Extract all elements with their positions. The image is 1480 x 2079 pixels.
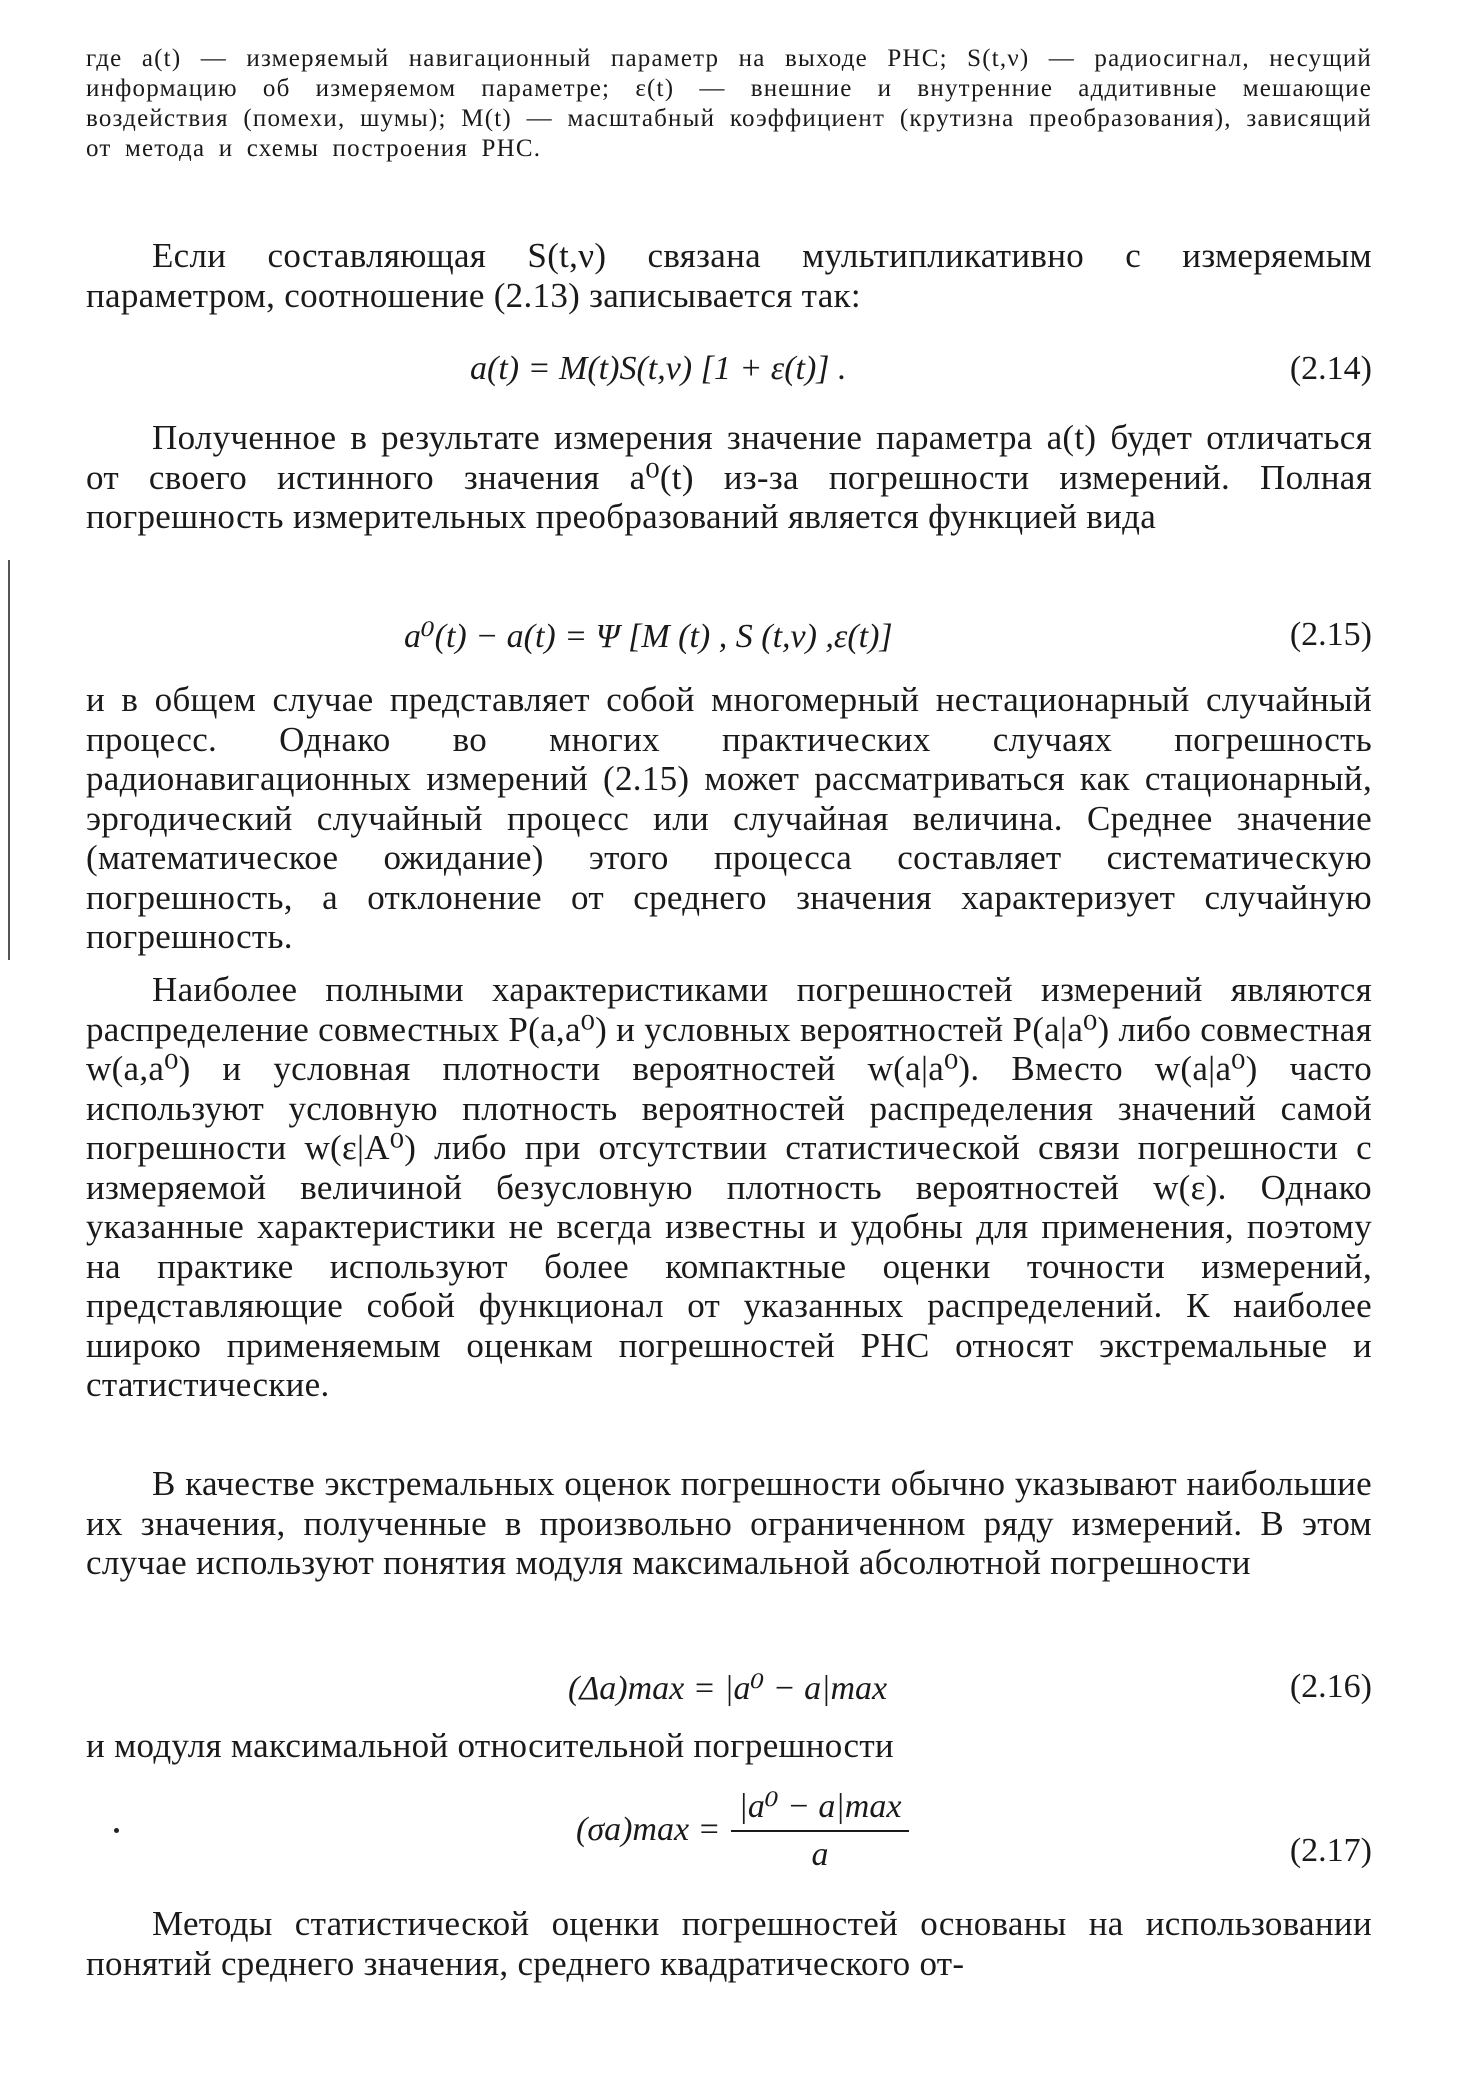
equation-2-15 [86, 608, 1372, 668]
paragraph-relative-error: и модуля максимальной относительной погрешности [86, 1726, 894, 1765]
paragraph-extremal-estimates: В качестве экстремальных оценок погрешности обычно указывают наибольшие их значения, полученные в произвольно ограниченном ряду измерений. В этом случае используют понятия модуля максимальной абсолютной погрешности [86, 1464, 1372, 1582]
equation-2-17-numerator: |a⁰ − a|max [731, 1786, 910, 1832]
paragraph-multiplicative: Если составляющая S(t,ν) связана мультипликативно с измеряемым параметром, соотношение (2.13) записывается так: [86, 236, 1372, 315]
equation-2-14-number: (2.14) [1289, 350, 1372, 387]
equation-2-15-expression: a⁰(t) − a(t) = Ψ [M (t) , S (t,ν) ,ε(t)] [404, 618, 893, 655]
equation-2-16-expression: (Δa)max = |a⁰ − a|max [568, 1670, 888, 1707]
paragraph-error-characteristics: Наиболее полными характеристиками погрешностей измерений являются распределение совместных P(a,a⁰) и условных вероятностей P(a|a⁰) либо совместная w(a,a⁰) и условная плотности вероятностей w(a|a⁰). Вместо w(a|a⁰) часто используют условную плотность вероятностей распределения значений самой погрешности w(ε|A⁰) либо при отсутствии статистической связи погрешности с измеряемой величиной безусловную плотность вероятностей w(ε). Однако указанные характеристики не всегда известны и удобны для применения, поэтому на практике используют более компактные оценки точности измерений, представляющие собой функционал от указанных распределений. К наиболее широко применяемым оценкам погрешностей РНС относят экстремальные и статистические. [86, 970, 1372, 1404]
paragraph-statistical-methods: Методы статистической оценки погрешностей основаны на использовании понятий среднего значения, среднего квадратического от- [86, 1904, 1372, 1983]
equation-2-17-expression [576, 1786, 909, 1874]
equation-2-17-number: (2.17) [1289, 1832, 1372, 1869]
equation-2-17-lhs: (σa)max = [576, 1811, 721, 1848]
variable-definitions: где a(t) — измеряемый навигационный параметр на выходе РНС; S(t,ν) — радиосигнал, несущий информацию об измеряемом параметре; ε(t) — внешние и внутренние аддитивные мешающие воздействия (помехи, шумы); M(t) — масштабный коэффициент (крутизна преобразования), зависящий от метода и схемы построения РНС. [86, 45, 1372, 162]
equation-2-16-number: (2.16) [1289, 1668, 1372, 1705]
equation-2-14-expression: a(t) = M(t)S(t,ν) [1 + ε(t)] . [470, 350, 847, 387]
equation-2-16 [86, 1660, 1372, 1720]
scan-margin-line [8, 560, 10, 960]
equation-2-17-denominator: a [811, 1836, 829, 1873]
equation-2-14 [86, 342, 1372, 402]
paragraph-random-process: и в общем случае представляет собой многомерный нестационарный случайный процесс. Однако во многих практических случаях погрешность радионавигационных измерений (2.15) может рассматриваться как стационарный, эргодический случайный процесс или случайная величина. Среднее значение (математическое ожидание) этого процесса составляет систематическую погрешность, а отклонение от среднего значения характеризует случайную погрешность. [86, 680, 1372, 956]
equation-2-17-fraction [731, 1786, 910, 1874]
equation-2-17 [86, 1786, 1372, 1896]
equation-2-15-number: (2.15) [1289, 616, 1372, 653]
paragraph-measurement-error: Полученное в результате измерения значение параметра a(t) будет отличаться от своего истинного значения a⁰(t) из-за погрешности измерений. Полная погрешность измерительных преобразований является функцией вида [86, 418, 1372, 536]
